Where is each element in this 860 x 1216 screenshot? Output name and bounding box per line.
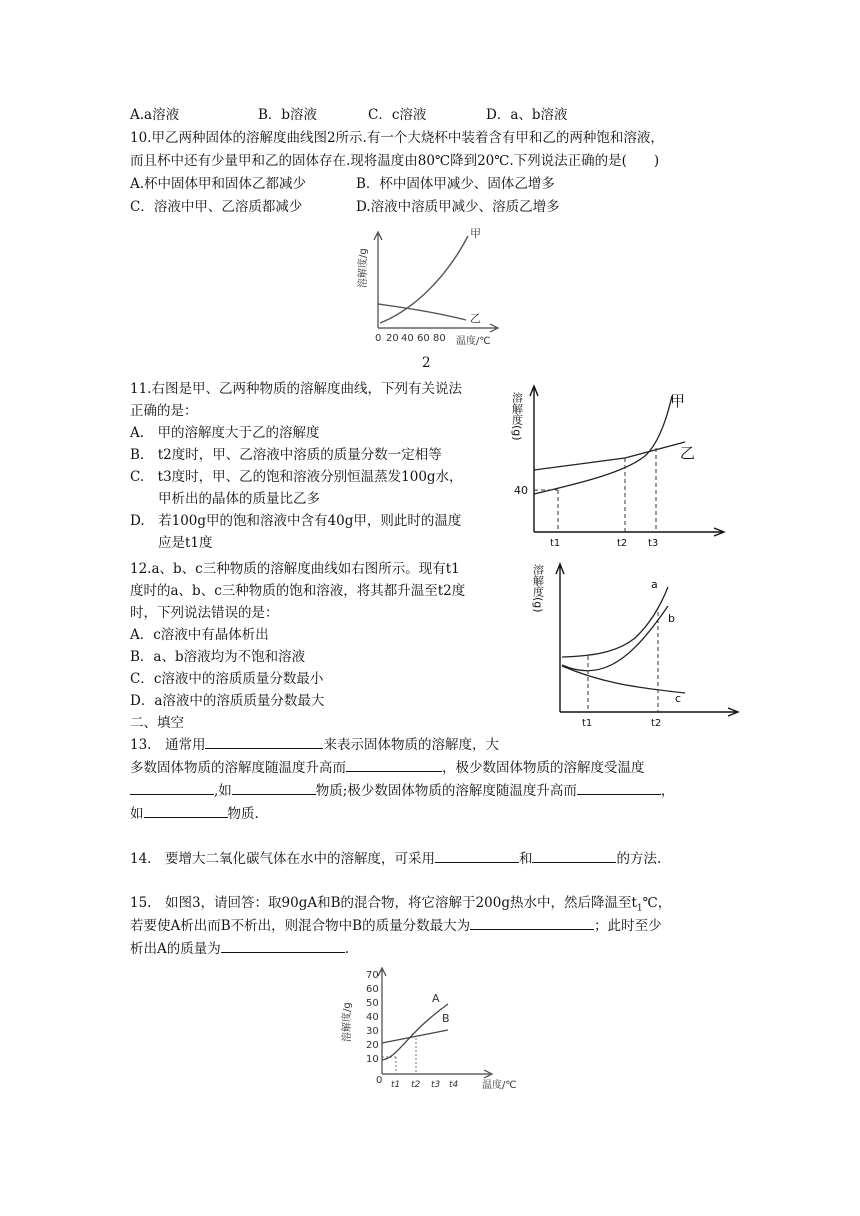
q15-blank-1[interactable] bbox=[470, 917, 594, 930]
q15-line-1: 15. 如图3，请回答：取90gA和B的混合物，将它溶解于200g热水中，然后降温至$t_1℃$， bbox=[130, 895, 672, 914]
tick-t3: t3 bbox=[648, 538, 659, 549]
q10-options-cd bbox=[130, 198, 560, 216]
label-a: A bbox=[432, 992, 440, 1005]
q9-options bbox=[130, 106, 568, 124]
tick-t1: t1 bbox=[550, 538, 561, 549]
q15-line-2: 若要使A析出而B不析出，则混合物中B的质量分数最大为 ；此时至少 bbox=[130, 918, 662, 934]
y-tick-50: 50 bbox=[366, 998, 379, 1009]
y-tick-60: 60 bbox=[366, 984, 379, 995]
y-tick-20: 20 bbox=[366, 1040, 379, 1051]
q11-option-c-1: C. t3度时，甲、乙的饱和溶液分别恒温蒸发100g水， bbox=[130, 469, 463, 485]
x-tick-t4: t4 bbox=[449, 1080, 459, 1090]
label-c: c bbox=[675, 692, 682, 705]
label-jia: 甲 bbox=[470, 227, 481, 240]
label-b: b bbox=[668, 612, 675, 625]
y-tick-0: 0 bbox=[376, 1075, 383, 1086]
q13-line-2: 多数固体物质的溶解度随温度升高而 ，极少数固体物质的溶解度受温度 bbox=[130, 760, 645, 776]
q10-options-ab bbox=[130, 175, 555, 193]
y-axis-label: 溶解度/g bbox=[358, 248, 369, 288]
q11-option-b: B. t2度时，甲、乙溶液中溶质的质量分数一定相等 bbox=[130, 447, 442, 463]
q10-option-d: D.溶液中溶质甲减少、溶质乙增多 bbox=[356, 199, 560, 215]
curve-yi bbox=[534, 442, 685, 470]
y-axis-label: 溶解度(g) bbox=[510, 392, 524, 441]
q14-line: 14. 要增大二氧化碳气体在水中的溶解度，可采用 和 的方法. bbox=[130, 851, 662, 867]
curve-b bbox=[562, 606, 668, 671]
curve-jia bbox=[534, 396, 672, 494]
q13-blank-3[interactable] bbox=[130, 782, 214, 795]
tick-20: 20 bbox=[386, 333, 399, 344]
q13-blank-4[interactable] bbox=[232, 782, 316, 795]
label-yi: 乙 bbox=[680, 444, 696, 462]
label-a: a bbox=[651, 578, 658, 591]
x-axis-label: 温度/℃ bbox=[456, 336, 491, 347]
q12-option-a: A．c溶液中有晶体析出 bbox=[130, 627, 269, 643]
y-tick-40: 40 bbox=[514, 484, 528, 497]
y-tick-70: 70 bbox=[366, 970, 379, 981]
q10-option-a: A.杯中固体甲和固体乙都减少 bbox=[130, 176, 307, 192]
tick-60: 60 bbox=[417, 333, 430, 344]
curve-a bbox=[562, 587, 668, 657]
q10-option-c: C．溶液中甲、乙溶质都减少 bbox=[130, 199, 303, 215]
y-tick-10: 10 bbox=[366, 1054, 379, 1065]
q11-solubility-chart bbox=[510, 382, 730, 552]
figure-3-solubility-chart bbox=[336, 964, 536, 1094]
label-jia: 甲 bbox=[670, 392, 686, 410]
q13-blank-5[interactable] bbox=[577, 782, 661, 795]
tick-0: 0 bbox=[375, 333, 382, 344]
q11-line-2: 正确的是： bbox=[130, 403, 198, 419]
q9-option-d: D．a、b溶液 bbox=[486, 107, 568, 123]
q10-option-b: B．杯中固体甲减少、固体乙增多 bbox=[356, 176, 555, 192]
q12-solubility-chart bbox=[531, 562, 740, 730]
y-tick-40: 40 bbox=[366, 1012, 379, 1023]
q11-option-c-2: 甲析出的晶体的质量比乙多 bbox=[158, 491, 320, 507]
q13-blank-6[interactable] bbox=[144, 805, 228, 818]
tick-t2: t2 bbox=[651, 718, 662, 729]
q13-line-4: 如 物质. bbox=[130, 806, 259, 822]
figure-2-caption: 2 bbox=[422, 355, 431, 371]
y-axis-label: 溶解度(g) bbox=[531, 564, 545, 613]
q9-option-c: C．c溶液 bbox=[368, 107, 427, 123]
x-axis-label: 温度/℃ bbox=[482, 1080, 517, 1091]
q11-option-a: A. 甲的溶解度大于乙的溶解度 bbox=[130, 425, 320, 441]
tick-80: 80 bbox=[433, 333, 446, 344]
q9-option-b: B．b溶液 bbox=[258, 107, 318, 123]
x-tick-t2: t2 bbox=[411, 1080, 421, 1090]
label-b: B bbox=[442, 1012, 450, 1025]
curve-jia bbox=[380, 236, 468, 323]
q12-line-2: 度时的a、b、c三种物质的饱和溶液，将其都升温至t2度 bbox=[130, 583, 466, 599]
x-tick-t1: t1 bbox=[391, 1080, 401, 1090]
q13-blank-1[interactable] bbox=[205, 736, 323, 749]
q11-line-1: 11.右图是甲、乙两种物质的溶解度曲线，下列有关说法 bbox=[130, 381, 462, 397]
q12-option-c: C．c溶液中的溶质质量分数最小 bbox=[130, 671, 324, 687]
tick-t1: t1 bbox=[582, 718, 593, 729]
y-tick-30: 30 bbox=[366, 1026, 379, 1037]
q15-line-3: 析出A的质量为 . bbox=[130, 941, 350, 957]
q12-line-1: 12.a、b、c三种物质的溶解度曲线如右图所示。现有t1 bbox=[130, 561, 460, 577]
tick-t2: t2 bbox=[617, 538, 628, 549]
q12-option-b: B．a、b溶液均为不饱和溶液 bbox=[130, 649, 306, 665]
section-heading: 二、填空 bbox=[130, 715, 184, 731]
q10-line-2: 而且杯中还有少量甲和乙的固体存在.现将温度由80℃降到20℃.下列说法正确的是( ) bbox=[130, 153, 660, 169]
x-tick-t3: t3 bbox=[431, 1080, 441, 1090]
figure-2-solubility-chart bbox=[348, 224, 508, 350]
y-axis-label: 溶解度/g bbox=[342, 1002, 353, 1042]
label-yi: 乙 bbox=[470, 312, 481, 325]
q13-line-1: 13. 通常用 来表示固体物质的溶解度，大 bbox=[130, 737, 499, 753]
q14-blank-2[interactable] bbox=[532, 850, 616, 863]
tick-40: 40 bbox=[401, 333, 414, 344]
q13-line-3: ,如 物质;极少数固体物质的溶解度随温度升高而 ， bbox=[130, 782, 674, 800]
q12-line-3: 时，下列说法错误的是： bbox=[130, 605, 279, 621]
q14-blank-1[interactable] bbox=[435, 850, 519, 863]
q13-blank-2[interactable] bbox=[346, 759, 442, 772]
q12-option-d: D．a溶液中的溶质质量分数最大 bbox=[130, 693, 325, 709]
q9-option-a: A.a溶液 bbox=[130, 107, 180, 123]
q11-option-d-1: D. 若100g甲的饱和溶液中含有40g甲，则此时的温度 bbox=[130, 513, 462, 529]
q15-blank-2[interactable] bbox=[221, 940, 345, 953]
q10-line-1: 10.甲乙两种固体的溶解度曲线图2所示.有一个大烧杯中装着含有甲和乙的两种饱和溶液， bbox=[130, 130, 664, 146]
q11-option-d-2: 应是t1度 bbox=[158, 535, 213, 551]
